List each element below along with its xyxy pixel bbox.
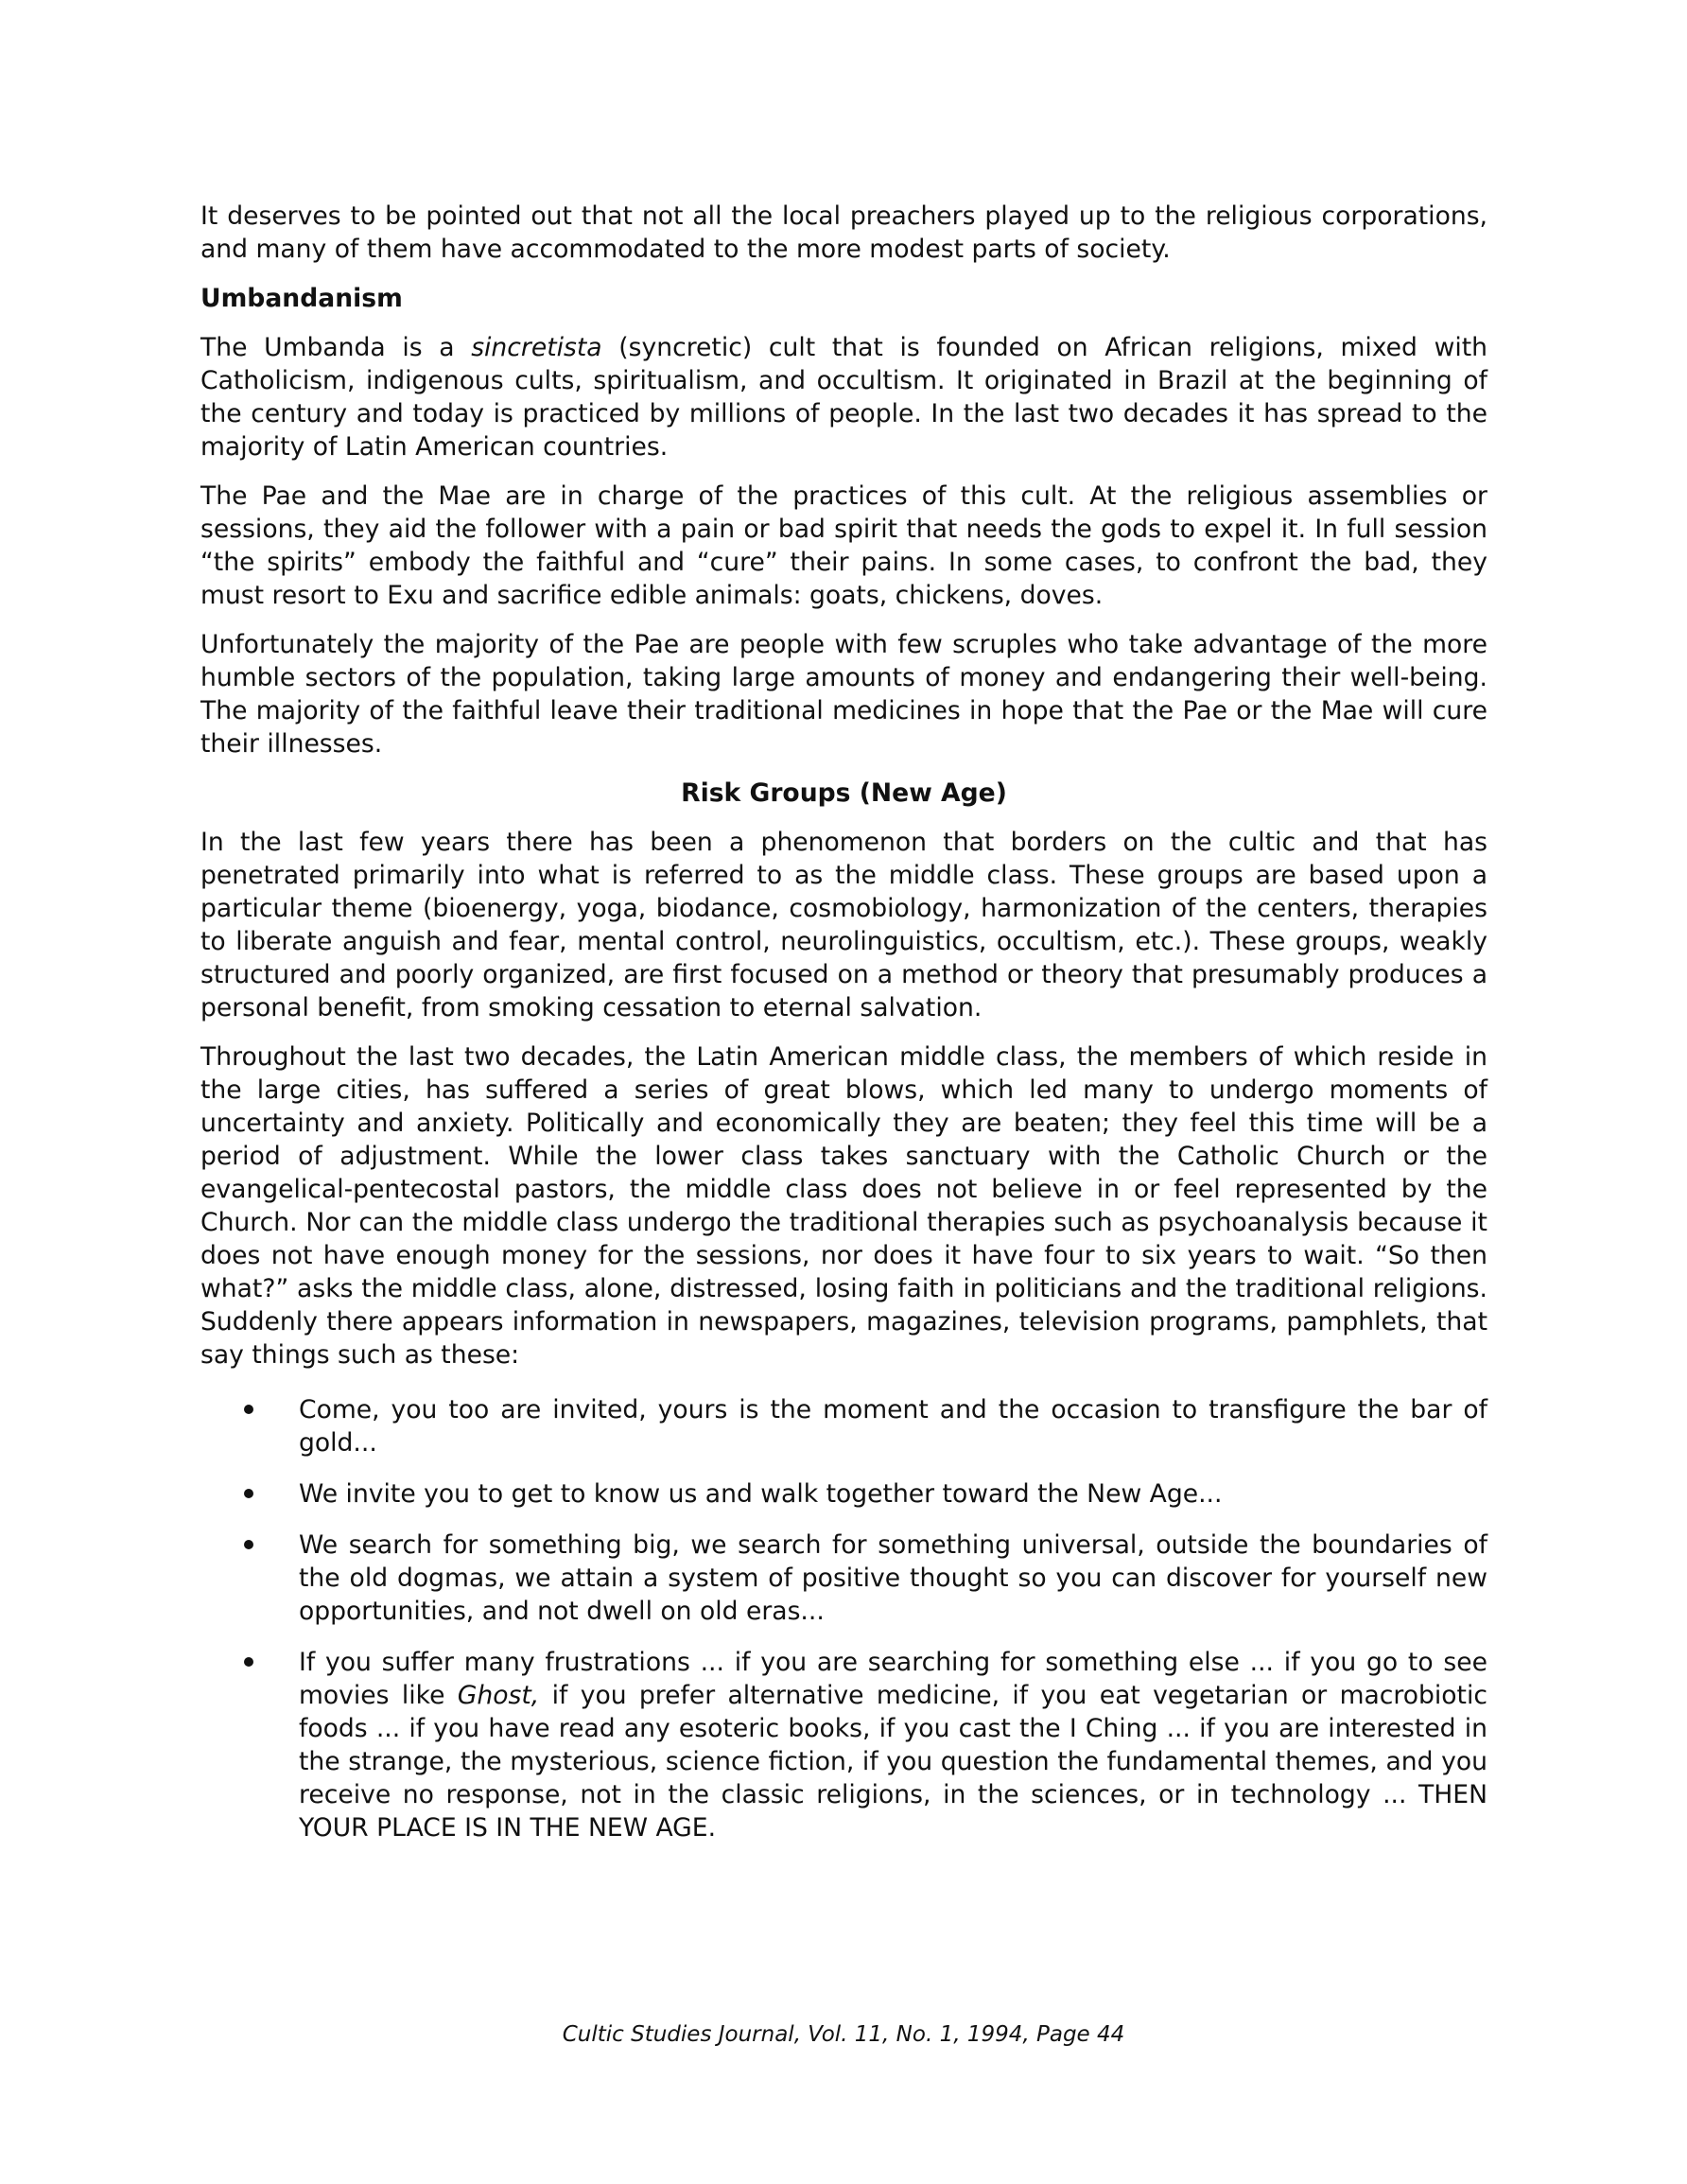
section-umbandanism [200, 282, 1487, 760]
new-age-slogans-list [200, 1393, 1487, 1844]
list-item-text: We invite you to get to know us and walk together toward the New Age... [299, 1479, 1223, 1509]
list-item-text-rest: if you prefer alternative medicine, if you eat vegetarian or macrobiotic foods ... if you have read any esoteric books, if you cast the I Ching ... if you are interested in the strange, the mysterious, science fiction, if you question the fundamental themes, and you receive no response, not in the classic religions, in the sciences, or in technology ... THEN YOUR PLACE IS IN THE NEW AGE. [299, 1681, 1487, 1843]
umbanda-paragraph-2: The Pae and the Mae are in charge of the practices of this cult. At the religious assemblies or sessions, they aid the follower with a pain or bad spirit that needs the gods to expel it. In full session “the spirits” embody the faithful and “cure” their pains. In some cases, to confront the bad, they must resort to Exu and sacrifice edible animals: goats, chickens, doves. [200, 481, 1487, 610]
list-item [200, 1477, 1487, 1511]
bullet-icon [244, 1540, 253, 1549]
umbanda-text-rest: (syncretic) cult that is founded on African religions, mixed with Catholicism, indigenous cults, spiritualism, and occultism. It originated in Brazil at the beginning of the century and today is practiced by millions of people. In the last two decades it has spread to the majority of Latin American countries. [200, 333, 1487, 462]
risk-groups-paragraph-2: Throughout the last two decades, the Latin American middle class, the members of which reside in the large cities, has suffered a series of great blows, which led many to undergo moments of uncertainty and anxiety. Politically and economically they are beaten; they feel this time will be a period of adjustment. While the lower class takes sanctuary with the Catholic Church or the evangelical-pentecostal pastors, the middle class does not believe in or feel represented by the Church. Nor can the middle class undergo the traditional therapies such as psychoanalysis because it does not have enough money for the sessions, nor does it have four to six years to wait. “So then what?” asks the middle class, alone, distressed, losing faith in politicians and the traditional religions. Suddenly there appears information in newspapers, magazines, television programs, pamphlets, that say things such as these: [200, 1042, 1487, 1370]
section-risk-groups [200, 777, 1487, 1844]
umbanda-paragraph-1 [200, 331, 1487, 463]
italic-term-sincretista: sincretista [471, 333, 602, 362]
umbanda-paragraph-3: Unfortunately the majority of the Pae are people with few scruples who take advantage of the more humble sectors of the population, taking large amounts of money and endangering their well-being. The majority of the faithful leave their traditional medicines in hope that the Pae or the Mae will cure their illnesses. [200, 630, 1487, 759]
list-item [200, 1393, 1487, 1459]
bullet-icon [244, 1489, 253, 1498]
list-item-text: We search for something big, we search for something universal, outside the boundaries of the old dogmas, we attain a system of positive thought so you can discover for yourself new opportunities, and not dwell on old eras... [299, 1530, 1487, 1626]
list-item [200, 1646, 1487, 1844]
intro-paragraph: It deserves to be pointed out that not all the local preachers played up to the religious corporations, and many of them have accommodated to the more modest parts of society. [200, 201, 1487, 264]
page-footer-citation: Cultic Studies Journal, Vol. 11, No. 1, 1994, Page 44 [562, 2022, 1125, 2047]
list-item-text-start: If you suffer many frustrations ... if you are searching for something else ... if you go to see movies like [299, 1648, 1487, 1710]
section-heading-umbandanism: Umbandanism [200, 284, 403, 313]
list-item [200, 1529, 1487, 1628]
italic-title-ghost: Ghost, [457, 1681, 540, 1710]
bullet-icon [244, 1657, 253, 1667]
list-item-text: Come, you too are invited, yours is the moment and the occasion to transfigure the bar of gold... [299, 1395, 1487, 1458]
document-page [200, 200, 1487, 1862]
risk-groups-paragraph-1: In the last few years there has been a phenomenon that borders on the cultic and that has penetrated primarily into what is referred to as the middle class. These groups are based upon a particular theme (bioenergy, yoga, biodance, cosmobiology, harmonization of the centers, therapies to liberate anguish and fear, mental control, neurolinguistics, occultism, etc.). These groups, weakly structured and poorly organized, are first focused on a method or theory that presumably produces a personal benefit, from smoking cessation to eternal salvation. [200, 828, 1487, 1022]
umbanda-text-start: The Umbanda is a [200, 333, 472, 362]
section-heading-risk-groups: Risk Groups (New Age) [681, 778, 1007, 808]
bullet-icon [244, 1405, 253, 1414]
